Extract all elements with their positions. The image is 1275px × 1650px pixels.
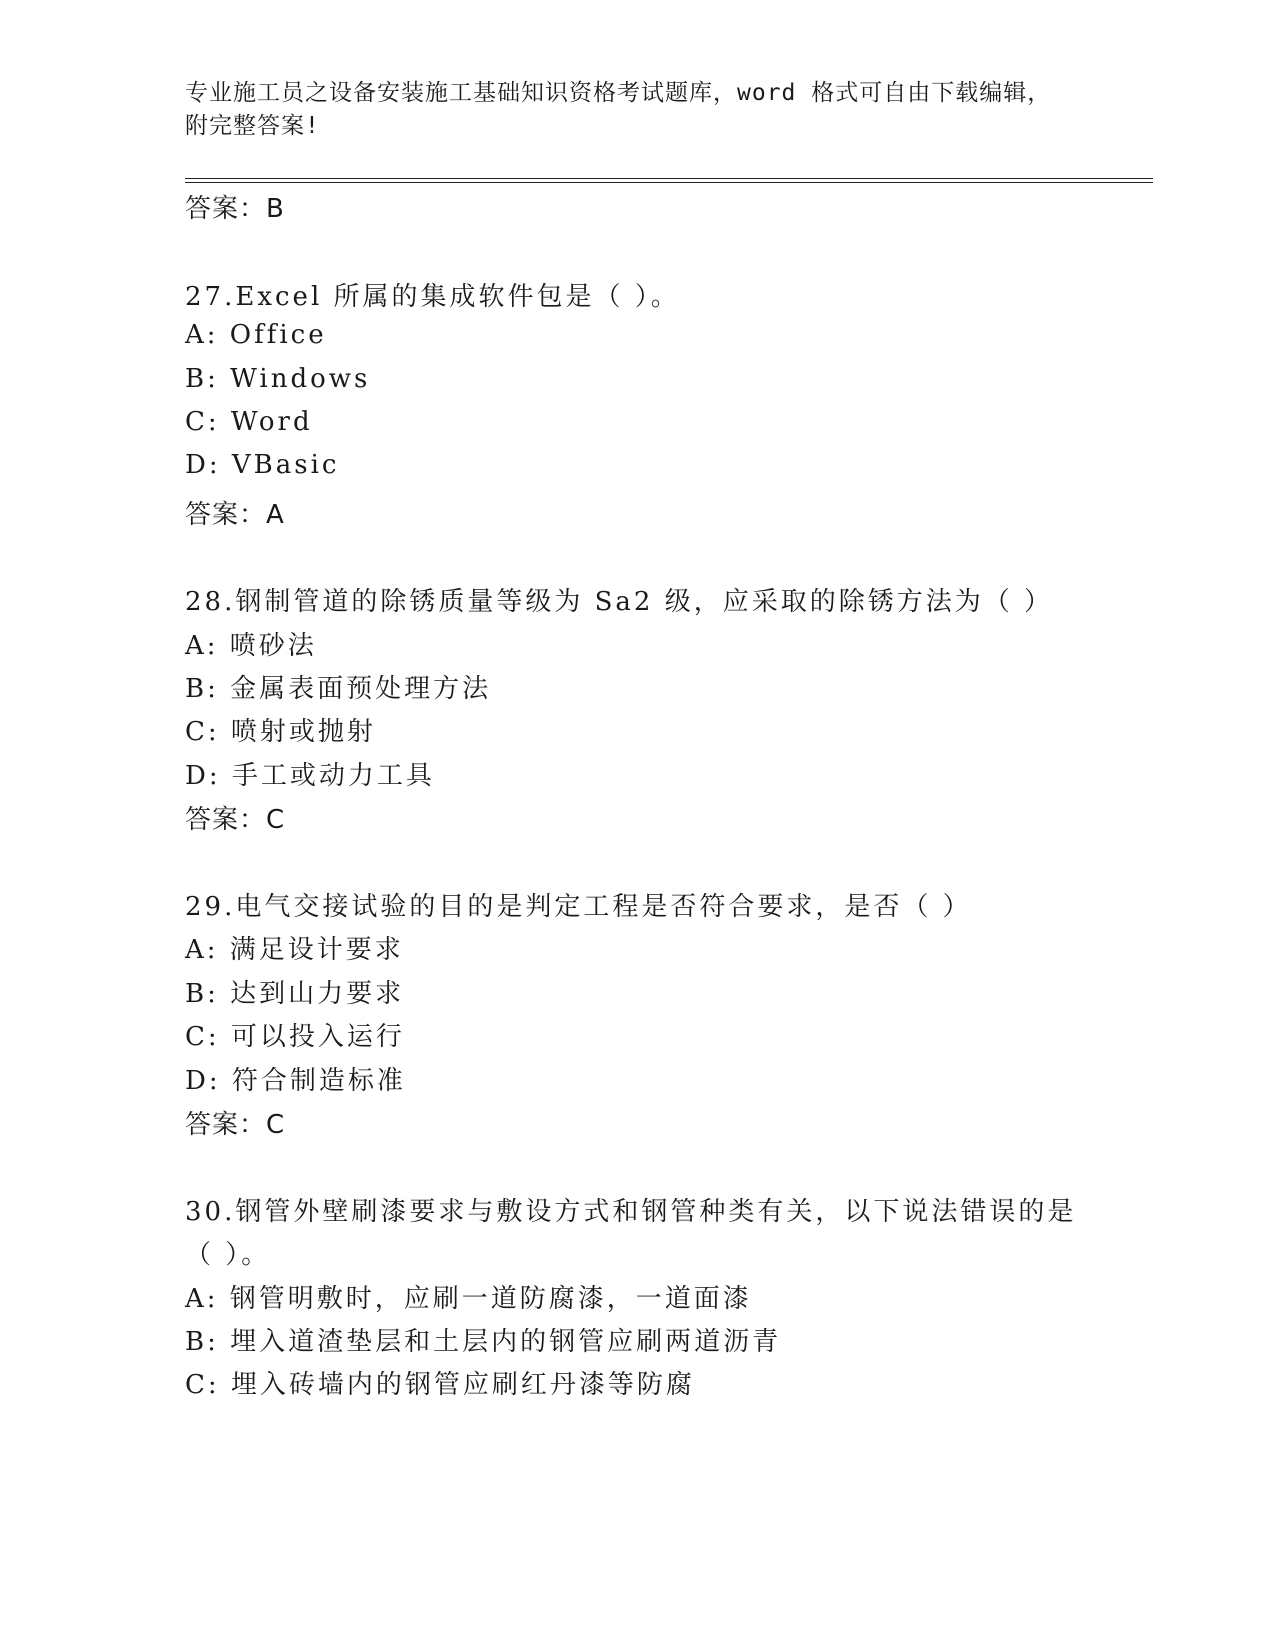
header-divider-bottom xyxy=(185,182,1153,183)
question-27-text: 27.Excel 所属的集成软件包是（ ）。 xyxy=(185,282,680,312)
question-28-text: 28.钢制管道的除锈质量等级为 Sa2 级，应采取的除锈方法为（ ） xyxy=(185,587,1053,617)
question-27-answer: 答案：A xyxy=(185,500,285,530)
question-29-option-c: C: 可以投入运行 xyxy=(185,1022,405,1052)
document-header-line-2: 附完整答案! xyxy=(185,113,320,139)
question-29-option-a: A: 满足设计要求 xyxy=(185,935,404,965)
question-29-option-b: B: 达到山力要求 xyxy=(185,979,405,1009)
question-28-option-d: D: 手工或动力工具 xyxy=(185,761,435,791)
question-30-option-a: A: 钢管明敷时，应刷一道防腐漆，一道面漆 xyxy=(185,1284,752,1314)
answer-previous: 答案：B xyxy=(185,194,285,224)
question-29-text: 29.电气交接试验的目的是判定工程是否符合要求，是否（ ） xyxy=(185,892,972,922)
question-27-option-a: A: Office xyxy=(185,320,327,350)
question-27-option-d: D: VBasic xyxy=(185,450,340,480)
question-30-option-c: C: 埋入砖墙内的钢管应刷红丹漆等防腐 xyxy=(185,1370,695,1400)
question-28-option-b: B: 金属表面预处理方法 xyxy=(185,674,492,704)
question-29-answer: 答案：C xyxy=(185,1110,286,1140)
question-29-option-d: D: 符合制造标准 xyxy=(185,1066,406,1096)
question-28-answer: 答案：C xyxy=(185,805,286,835)
document-header-line-1: 专业施工员之设备安装施工基础知识资格考试题库，word 格式可自由下载编辑， xyxy=(185,80,1052,106)
question-30-text-continued: （ ）。 xyxy=(185,1240,271,1270)
question-30-option-b: B: 埋入道渣垫层和土层内的钢管应刷两道沥青 xyxy=(185,1327,782,1357)
question-27-option-b: B: Windows xyxy=(185,364,371,394)
question-28-option-a: A: 喷砂法 xyxy=(185,631,317,661)
question-28-option-c: C: 喷射或抛射 xyxy=(185,717,376,747)
question-30-text: 30.钢管外壁刷漆要求与敷设方式和钢管种类有关，以下说法错误的是 xyxy=(185,1197,1077,1227)
question-27-option-c: C: Word xyxy=(185,407,313,437)
header-divider-top xyxy=(185,178,1153,179)
